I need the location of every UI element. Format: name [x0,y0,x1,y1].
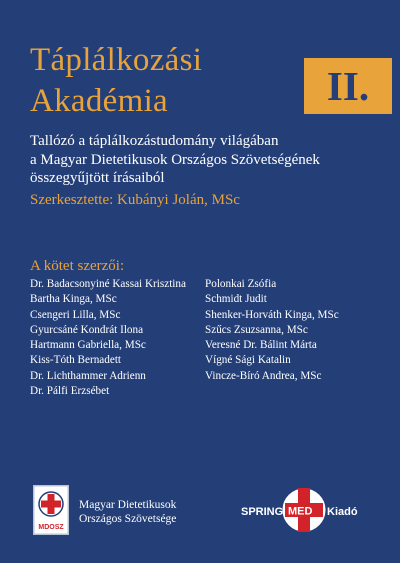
author-name: Dr. Badacsonyiné Kassai Krisztina [30,278,186,290]
author-name: Shenker-Horváth Kinga, MSc [205,308,339,321]
book-title [30,40,202,122]
authors-list-left [30,277,186,399]
title-line-2: Akadémia [30,83,169,119]
author-name: Veresné Dr. Bálint Márta [205,339,317,352]
author-name: Gyurcsáné Kondrát Ilona [30,323,144,336]
publisher-name-part2: MED [288,505,313,518]
author-name: Szűcs Zsuzsanna, MSc [205,323,308,336]
author-name: Hartmann Gabriella, MSc [30,339,146,352]
author-name: Vincze-Bíró Andrea, MSc [205,369,322,382]
title-line-1: Táplálkozási [30,42,203,78]
mdosz-logo-text: MDOSZ [38,524,64,531]
author-name: Csengeri Lilla, MSc [30,308,121,321]
editor-credit: Szerkesztette: Kubányi Jolán, MSc [30,192,240,208]
book-subtitle [30,132,370,188]
publisher-logo [239,486,379,534]
subtitle-line-2: a Magyar Dietetikusok Országos Szövetségének [30,151,320,168]
author-name: Dr. Lichthammer Adrienn [30,369,146,382]
publisher-name-part3: Kiadó [327,506,358,518]
authors-list-right [205,277,339,384]
subtitle-line-3: összegyűjtött írásaiból [30,170,165,187]
author-name: Vígné Sági Katalin [205,354,291,367]
mdosz-logo [33,485,69,535]
author-name: Kiss-Tóth Bernadett [30,354,122,367]
author-name: Polonkai Zsófia [205,278,277,290]
author-name: Bartha Kinga, MSc [30,293,117,306]
author-name: Dr. Pálfi Erzsébet [30,385,110,398]
volume-badge: II. [304,58,392,114]
association-name [79,498,176,526]
red-cross-horizontal [41,501,61,508]
association-name-line-1: Magyar Dietetikusok [79,499,177,511]
publisher-name-part1: SPRING [241,506,284,518]
author-name: Schmidt Judit [205,293,267,306]
subtitle-line-1: Tallózó a táplálkozástudomány világában [30,133,279,149]
authors-heading: A kötet szerzői: [30,258,125,274]
association-name-line-2: Országos Szövetsége [79,513,177,525]
